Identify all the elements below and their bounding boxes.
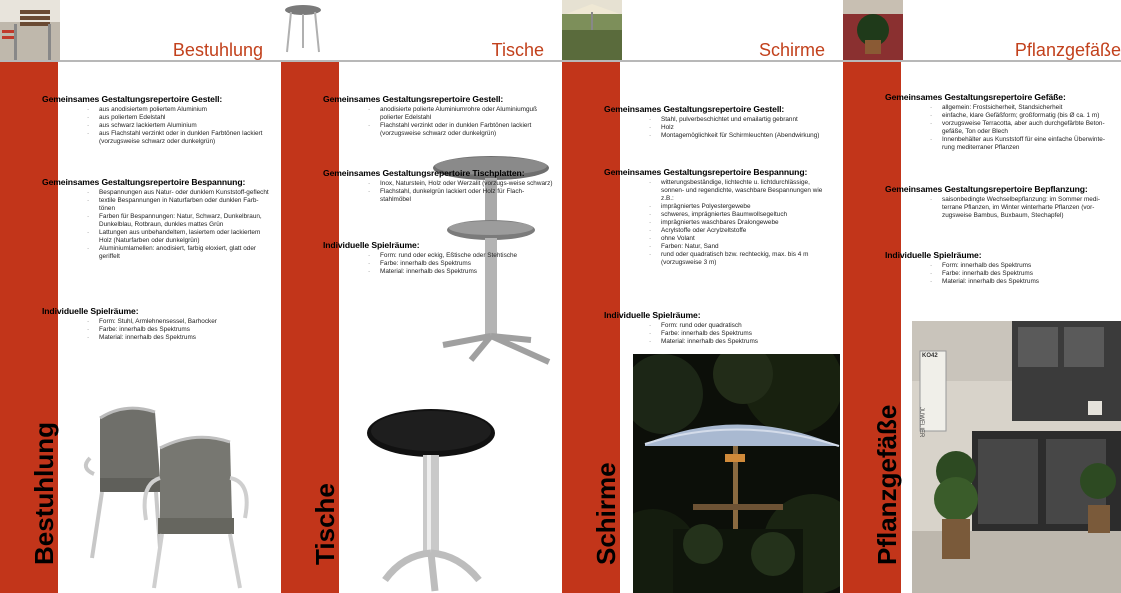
bar-label xyxy=(872,405,903,565)
list-item: · imprägniertes waschbares Dralongewebe xyxy=(661,219,834,227)
chairs-photo xyxy=(80,398,270,593)
list-item: · Farben für Bespannungen: Natur, Schwarz, Dunkelbraun, Dunkelblau, Rotbraun, dunkles mattes Grün xyxy=(99,213,272,229)
section-tischplatten xyxy=(323,168,553,204)
list-item: · Flachstahl verzinkt oder in dunklen Farbtönen lackiert (vorzugsweise schwarz oder dunkelgrün) xyxy=(380,122,553,138)
bar-label-text: Bestuhlung xyxy=(29,422,59,565)
section-gefaesse xyxy=(885,92,1115,152)
list-item: · aus poliertem Edelstahl xyxy=(99,114,272,122)
section-title: Gemeinsames Gestaltungsrepertoire Gestell: xyxy=(604,104,785,114)
thumbnail-schirme xyxy=(562,0,622,60)
list-item: · Form: Stuhl, Armlehnensessel, Barhocker xyxy=(99,318,272,326)
list-item: · imprägniertes Polyestergewebe xyxy=(661,203,834,211)
section-list xyxy=(380,252,553,276)
list-item: · Material: innerhalb des Spektrums xyxy=(942,278,1115,286)
list-item: · Lattungen aus unbehandeltem, lasiertem oder lackiertem Holz (Naturfarben oder dunkelgrün) xyxy=(99,229,272,245)
bar-label xyxy=(310,483,341,565)
section-title: Gemeinsames Gestaltungsrepertoire Gestell: xyxy=(42,94,223,104)
list-item: · aus Flachstahl verzinkt oder in dunklen Farbtönen lackiert (vorzugsweise schwarz oder dunkelgrün) xyxy=(99,130,272,146)
section-list xyxy=(99,318,272,342)
section-title: Gemeinsames Gestaltungsrepertoire Gefäße: xyxy=(885,92,1066,102)
section-bespannung xyxy=(604,167,834,267)
list-item: · anodisierte polierte Aluminiumrohre oder Aluminiumguß polierter Edelstahl xyxy=(380,106,553,122)
section-title: Individuelle Spielräume: xyxy=(323,240,420,250)
list-item: · einfache, klare Gefäßform; großformatig (bis Ø ca. 1 m) xyxy=(942,112,1115,120)
section-list xyxy=(661,116,834,140)
list-item: · vorzugsweise Terracotta, aber auch durchgefärbte Beton-gefäße, Ton oder Blech xyxy=(942,120,1115,136)
list-item: · witterungsbeständige, lichtechte u. lichtdurchlässige, sonnen- und regendichte, waschbare Bespannungen wie z.B.: xyxy=(661,179,834,203)
section-title: Individuelle Spielräume: xyxy=(604,310,701,320)
shop-name: JUWELIER xyxy=(918,407,924,438)
section-spielraeume xyxy=(885,250,1115,286)
list-item: · Stahl, pulverbeschichtet und emailartig gebrannt xyxy=(661,116,834,124)
section-bespannung xyxy=(42,177,272,261)
list-item: · allgemein: Frostsicherheit, Standsicherheit xyxy=(942,104,1115,112)
list-item: · Farbe: innerhalb des Spektrums xyxy=(942,270,1115,278)
list-item: · textile Bespannungen in Naturfarben oder dunklen Farb-tönen xyxy=(99,197,272,213)
list-item: · Inox, Naturstein, Holz oder Werzalit (vorzugs-weise schwarz) xyxy=(380,180,553,188)
section-list xyxy=(661,322,834,346)
section-title: Individuelle Spielräume: xyxy=(885,250,982,260)
section-list xyxy=(380,180,553,204)
round-table-photo xyxy=(363,405,503,593)
section-list xyxy=(380,106,553,138)
section-spielraeume xyxy=(323,240,553,276)
section-list xyxy=(942,104,1115,152)
column-pflanzgefaesse xyxy=(843,0,1121,593)
list-item: · Form: rund oder quadratisch xyxy=(661,322,834,330)
bar-label xyxy=(591,462,622,565)
thumbnail-bestuhlung xyxy=(0,0,60,60)
list-item: · aus anodisiertem poliertem Aluminium xyxy=(99,106,272,114)
list-item: · schweres, imprägniertes Baumwollsegeltuch xyxy=(661,211,834,219)
umbrella-photo xyxy=(633,354,840,593)
list-item: · Bespannungen aus Natur- oder dunklem Kunststoff-geflecht xyxy=(99,189,272,197)
shop-sign: KO42 xyxy=(922,353,938,359)
bar-label-text: Tische xyxy=(310,483,340,565)
list-item: · Flachstahl, dunkelgrün lackiert oder Holz für Flach-stahlmöbel xyxy=(380,188,553,204)
list-item: · Form: rund oder eckig, Eßtische oder Stehtische xyxy=(380,252,553,260)
thumbnail-pflanzgefaesse xyxy=(843,0,903,60)
section-list xyxy=(661,179,834,267)
section-gestell xyxy=(604,104,834,140)
list-item: · Farbe: innerhalb des Spektrums xyxy=(661,330,834,338)
header-title: Tische xyxy=(491,40,544,60)
bar-label-text: Pflanzgefäße xyxy=(872,404,902,565)
list-item: · Holz xyxy=(661,124,834,132)
list-item: · Farben: Natur, Sand xyxy=(661,243,834,251)
list-item: · Farbe: innerhalb des Spektrums xyxy=(99,326,272,334)
list-item: · ohne Volant xyxy=(661,235,834,243)
column-schirme xyxy=(562,0,843,593)
list-item: · Montagemöglichkeit für Schirmleuchten (Abendwirkung) xyxy=(661,132,834,140)
accent-bar xyxy=(281,62,339,593)
planter-street-photo xyxy=(912,321,1121,593)
section-bepflanzung xyxy=(885,184,1115,220)
list-item: · Aluminiumlamellen: anodisiert, farbig eloxiert, glatt oder geriffelt xyxy=(99,245,272,261)
section-title: Gemeinsames Gestaltungsrepertoire Bepflanzung: xyxy=(885,184,1088,194)
list-item: · saisonbedingte Wechselbepflanzung: im Sommer medi-terrane Pflanzen, im Winter winterharte Pflanzen (vor-zugsweise Bambus, Buxbaum, Stechapfel) xyxy=(942,196,1115,220)
header-title: Schirme xyxy=(758,40,825,60)
list-item: · Form: innerhalb des Spektrums xyxy=(942,262,1115,270)
header-title: Bestuhlung xyxy=(172,40,263,60)
list-item: · Material: innerhalb des Spektrums xyxy=(99,334,272,342)
section-title: Gemeinsames Gestaltungsrepertoire Gestell: xyxy=(323,94,504,104)
list-item: · Material: innerhalb des Spektrums xyxy=(661,338,834,346)
section-spielraeume xyxy=(604,310,834,346)
column-bestuhlung xyxy=(0,0,281,593)
list-item: · aus schwarz lackiertem Aluminium xyxy=(99,122,272,130)
section-gestell xyxy=(323,94,553,138)
section-title: Gemeinsames Gestaltungsrepertoire Tischplatten: xyxy=(323,168,525,178)
list-item: · Farbe: innerhalb des Spektrums xyxy=(380,260,553,268)
section-list xyxy=(99,106,272,146)
bar-label xyxy=(29,422,60,565)
column-tische xyxy=(281,0,562,593)
section-spielraeume xyxy=(42,306,272,342)
list-item: · Innenbehälter aus Kunststoff für eine einfache Überwinte-rung mediterraner Pflanzen xyxy=(942,136,1115,152)
section-list xyxy=(99,189,272,261)
bar-label-text: Schirme xyxy=(591,462,621,565)
header-title: Pflanzgefäße xyxy=(1014,40,1121,60)
thumbnail-tische xyxy=(281,0,341,60)
list-item: · rund oder quadratisch bzw. rechteckig, max. bis 4 m (vorzugsweise 3 m) xyxy=(661,251,834,267)
list-item: · Material: innerhalb des Spektrums xyxy=(380,268,553,276)
section-list xyxy=(942,196,1115,220)
section-list xyxy=(942,262,1115,286)
section-title: Gemeinsames Gestaltungsrepertoire Bespannung: xyxy=(604,167,808,177)
section-title: Individuelle Spielräume: xyxy=(42,306,139,316)
list-item: · Acrylstoffe oder Acrylzeltstoffe xyxy=(661,227,834,235)
section-title: Gemeinsames Gestaltungsrepertoire Bespannung: xyxy=(42,177,246,187)
section-gestell xyxy=(42,94,272,146)
